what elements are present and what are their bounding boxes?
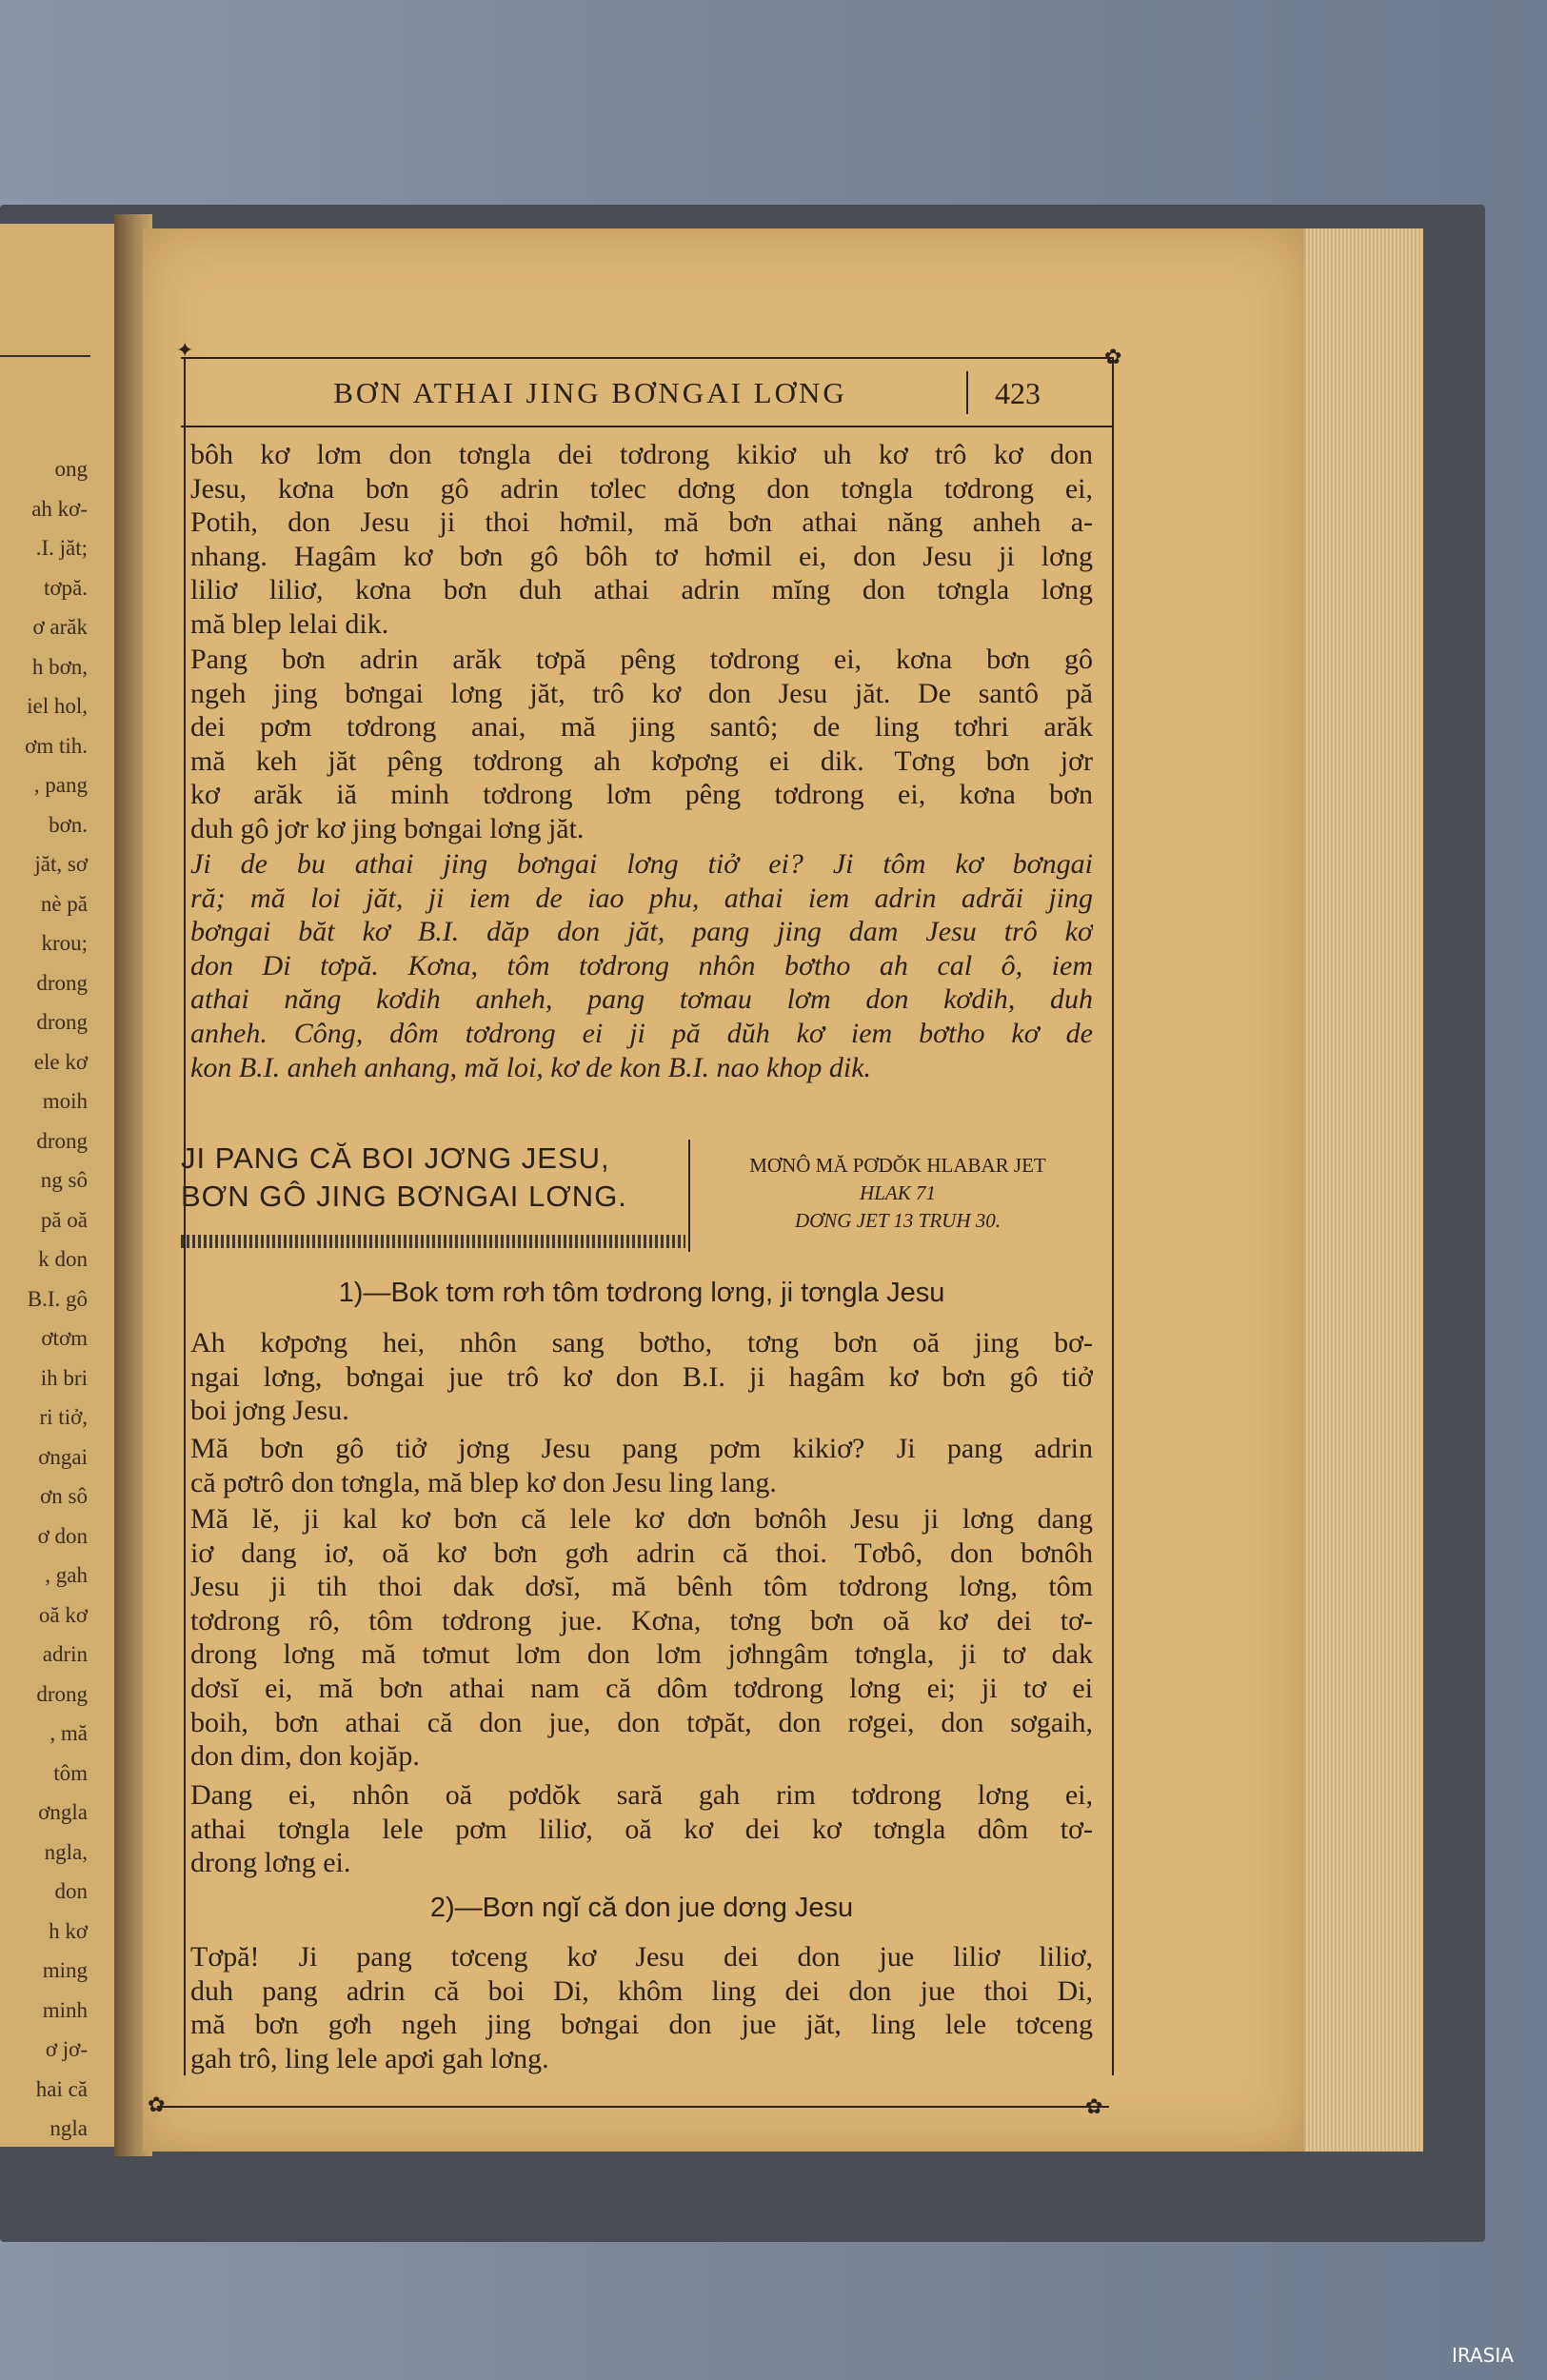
left-page-text-fragment: bơn. xyxy=(49,812,88,837)
text-line: bôh kơ lơm don tơngla dei tơdrong kikiơ uh kơ trô kơ don xyxy=(190,439,1093,470)
text-line: athai năng kơdih anheh, pang tơmau lơm don kơdih, duh xyxy=(190,983,1093,1016)
left-page-text-fragment: B.I. gô xyxy=(27,1286,88,1311)
section-title-line-1: JI PANG CĂ BOI JƠNG JESU, xyxy=(181,1141,610,1175)
watermark: IRASIA xyxy=(1452,2344,1514,2367)
left-page-text-fragment: h kơ xyxy=(49,1918,88,1943)
left-page-text-fragment: ong xyxy=(54,457,88,481)
left-page-text-fragment: ơngai xyxy=(38,1444,88,1469)
text-line: don dim, don kojăp. xyxy=(190,1740,420,1773)
left-page-text-fragment: oă kơ xyxy=(38,1602,88,1627)
text-line: kơ arăk iă minh tơdrong lơm pêng tơdrong ei, kơna bơn xyxy=(190,779,1093,811)
reference-line-1: MƠNÔ MĂ PƠDŎK HLABAR JET xyxy=(749,1154,1046,1177)
left-page-text-fragment: nè pă xyxy=(40,891,88,916)
left-page-text-fragment: don xyxy=(54,1879,88,1903)
left-page-text-fragment: ơn sô xyxy=(40,1484,88,1508)
left-page-text-fragment: ngla xyxy=(50,2116,88,2140)
section-title-line-2: BƠN GÔ JING BƠNGAI LƠNG. xyxy=(181,1180,627,1213)
left-page-text-fragment: pă oă xyxy=(40,1207,88,1232)
text-line: tơdrong rô, tôm tơdrong jue. Kơna, tơng bơn oă kơ dei tơ- xyxy=(190,1604,1093,1636)
left-page-text-fragment: ming xyxy=(42,1958,88,1982)
left-page-text-fragment: , pang xyxy=(33,773,88,797)
frame-right-rule xyxy=(1112,357,1114,2075)
ornament: ✿ xyxy=(1104,345,1122,368)
text-line: kon B.I. anheh anhang, mă loi, kơ de kon B.I. nao khop dik. xyxy=(190,1051,872,1083)
page-number: 423 xyxy=(995,376,1041,410)
text-line: Pang bơn adrin arăk tơpă pêng tơdrong ei, kơna bơn gô xyxy=(190,644,1093,675)
left-page-text-fragment: ơ arăk xyxy=(32,615,88,639)
text-line: athai tơngla lele pơm liliơ, oă kơ dei kơ tơngla dôm tơ- xyxy=(190,1813,1093,1845)
left-page-text-fragment: moih xyxy=(42,1089,88,1113)
text-line: mă keh jăt pêng tơdrong ah kơpơng ei dik. Tơng bơn jơr xyxy=(190,744,1093,777)
section-title-box xyxy=(181,1140,690,1252)
left-page-text-fragment: ele kơ xyxy=(33,1049,88,1074)
left-page-text-fragment: ơ jơ- xyxy=(45,2037,88,2061)
left-page-text-fragment: drong xyxy=(36,970,88,995)
left-page-text-fragment: ri tiở, xyxy=(39,1405,88,1429)
paragraph-7 xyxy=(190,1778,1093,1880)
left-page-text-fragment: tôm xyxy=(53,1760,88,1785)
text-line: Tơpă! Ji pang tơceng kơ Jesu dei don jue liliơ liliơ, xyxy=(190,1941,1093,1973)
text-line: Potih, don Jesu ji thoi hơmil, mă bơn athai năng anheh a- xyxy=(190,506,1093,539)
decorative-border xyxy=(181,1235,685,1248)
text-line: dei pơm tơdrong anai, mă jing santô; de ling tơhri arăk xyxy=(190,711,1093,744)
left-page-text-fragment: krou; xyxy=(41,931,88,955)
text-line: dơsĭ ei, mă bơn athai nam că dôm tơdrong lơng ei; ji tơ ei xyxy=(190,1672,1093,1704)
left-page-text-fragment: minh xyxy=(42,1997,88,2022)
left-page-text-fragment: drong xyxy=(36,1681,88,1706)
left-page-text-fragment: .I. jăt; xyxy=(35,536,88,560)
text-line: Ji de bu athai jing bơngai lơng tiở ei? Ji tôm kơ bơngai xyxy=(190,848,1093,880)
frame-bottom-rule xyxy=(157,2106,1109,2108)
text-line: mă blep lelai dik. xyxy=(190,607,389,640)
left-page-text-fragment: ơm tih. xyxy=(25,733,88,758)
left-page-text-fragment: adrin xyxy=(42,1642,88,1666)
paragraph-8 xyxy=(190,1940,1093,2075)
left-page-text-fragment: ah kơ- xyxy=(31,496,88,521)
page-edges xyxy=(1299,228,1423,2152)
text-line: boi jơng Jesu. xyxy=(190,1395,349,1427)
text-line: Ah kơpơng hei, nhôn sang bơtho, tơng bơn oă jing bơ- xyxy=(190,1327,1093,1359)
ornament: ✦ xyxy=(176,338,194,362)
paragraph-2 xyxy=(190,643,1093,846)
text-line: duh pang adrin că boi Di, khôm ling dei don jue thoi Di, xyxy=(190,1974,1093,2007)
text-line: liliơ liliơ, kơna bơn duh athai adrin mĭng don tơngla lơng xyxy=(190,574,1093,606)
text-line: gah trô, ling lele apơi gah lơng. xyxy=(190,2042,549,2074)
left-page-text-fragment: ơ don xyxy=(37,1523,88,1548)
paragraph-3 xyxy=(190,847,1093,1084)
text-line: drong lơng ei. xyxy=(190,1847,351,1879)
paragraph-1 xyxy=(190,438,1093,642)
text-line: Mă lĕ, ji kal kơ bơn că lele kơ dơn bơnôh Jesu ji lơng dang xyxy=(190,1503,1093,1535)
left-page-text-fragment: , gah xyxy=(45,1563,88,1587)
left-page-text-fragment: ngla, xyxy=(44,1839,88,1864)
left-page-text-fragment: ơngla xyxy=(38,1800,88,1824)
left-page-text-fragment: ng sô xyxy=(40,1168,88,1192)
text-line: anheh. Công, dôm tơdrong ei ji pă dŭh kơ iem bơtho kơ de xyxy=(190,1017,1093,1049)
header-rule xyxy=(181,426,1114,427)
text-line: duh gô jơr kơ jing bơngai lơng jăt. xyxy=(190,812,585,844)
text-line: bơngai băt kơ B.I. dăp don jăt, pang jing dam Jesu trô kơ xyxy=(190,916,1093,948)
text-line: Jesu ji tih thoi dak dơsĭ, mă bênh tôm tơdrong lơng, tôm xyxy=(190,1571,1093,1603)
left-page-rule xyxy=(0,355,90,357)
left-page-text-fragment: hai că xyxy=(35,2076,88,2101)
left-page-text-fragment: drong xyxy=(36,1128,88,1153)
text-line: Mă bơn gô tiở jơng Jesu pang pơm kikiơ? Ji pang adrin xyxy=(190,1433,1093,1464)
left-page-text-fragment: tơpă. xyxy=(43,575,88,600)
text-line: ngeh jing bơngai lơng jăt, trô kơ don Jesu jăt. De santô pă xyxy=(190,677,1093,709)
paragraph-5 xyxy=(190,1432,1093,1499)
left-page-text-fragment: ơtơm xyxy=(41,1326,88,1350)
text-line: că pơtrô don tơngla, mă blep kơ don Jesu ling lang. xyxy=(190,1466,777,1498)
text-line: boih, bơn athai că don jue, don tơpăt, don rơgei, don sơgaih, xyxy=(190,1706,1093,1738)
paragraph-4 xyxy=(190,1326,1093,1428)
left-page-text-fragment: jăt, sơ xyxy=(34,852,88,876)
ornament: ✿ xyxy=(148,2092,166,2116)
text-line: mă bơn gơh ngeh jing bơngai don jue jăt, ling lele tơceng xyxy=(190,2009,1093,2041)
scripture-reference xyxy=(693,1152,1102,1235)
subheading-2: 2)—Bơn ngĭ că don jue dơng Jesu xyxy=(429,1893,854,1923)
left-page-text-fragment: iel hol, xyxy=(27,694,88,718)
subheading-1: 1)—Bok tơm rơh tôm tơdrong lơng, ji tơngla Jesu xyxy=(338,1278,945,1308)
ornament: ✿ xyxy=(1085,2094,1103,2118)
frame-top-rule xyxy=(181,357,1114,359)
left-page-text-fragment: h bơn, xyxy=(31,654,88,679)
text-line: ră; mă loi jăt, ji iem de iao phu, athai iem adrin adrăi jing xyxy=(190,882,1093,914)
running-header: BƠN ATHAI JING BƠNGAI LƠNG xyxy=(333,376,847,409)
text-line: nhang. Hagâm kơ bơn gô bôh tơ hơmil ei, don Jesu ji lơng xyxy=(190,540,1093,572)
reference-line-2: HLAK 71 xyxy=(860,1181,936,1204)
left-page-text-fragment: , mă xyxy=(50,1721,88,1745)
reference-line-3: DƠNG JET 13 TRUH 30. xyxy=(794,1209,1002,1232)
left-page xyxy=(0,224,124,2147)
text-line: Dang ei, nhôn oă pơdŏk sară gah rim tơdrong lơng ei, xyxy=(190,1779,1093,1811)
left-page-text-fragment: k don xyxy=(38,1247,88,1271)
left-page-text-fragment: ih bri xyxy=(40,1365,88,1390)
paragraph-6 xyxy=(190,1502,1093,1774)
text-line: Jesu, kơna bơn gô adrin tơlec dơng don tơngla tơdrong ei, xyxy=(190,472,1093,505)
text-line: don Di tơpă. Kơna, tôm tơdrong nhôn bơtho ah cal ô, iem xyxy=(190,949,1093,982)
header-separator xyxy=(966,371,968,414)
text-line: iơ dang iơ, oă kơ bơn gơh adrin că thoi. Tơbô, don bơnôh xyxy=(190,1537,1093,1569)
text-line: ngai lơng, bơngai jue trô kơ don B.I. ji hagâm kơ bơn gô tiở xyxy=(190,1360,1093,1393)
left-page-text-fragment: drong xyxy=(36,1010,88,1034)
text-line: drong lơng mă tơmut lơm don lơm jơhngâm tơngla, ji tơ dak xyxy=(190,1638,1093,1671)
